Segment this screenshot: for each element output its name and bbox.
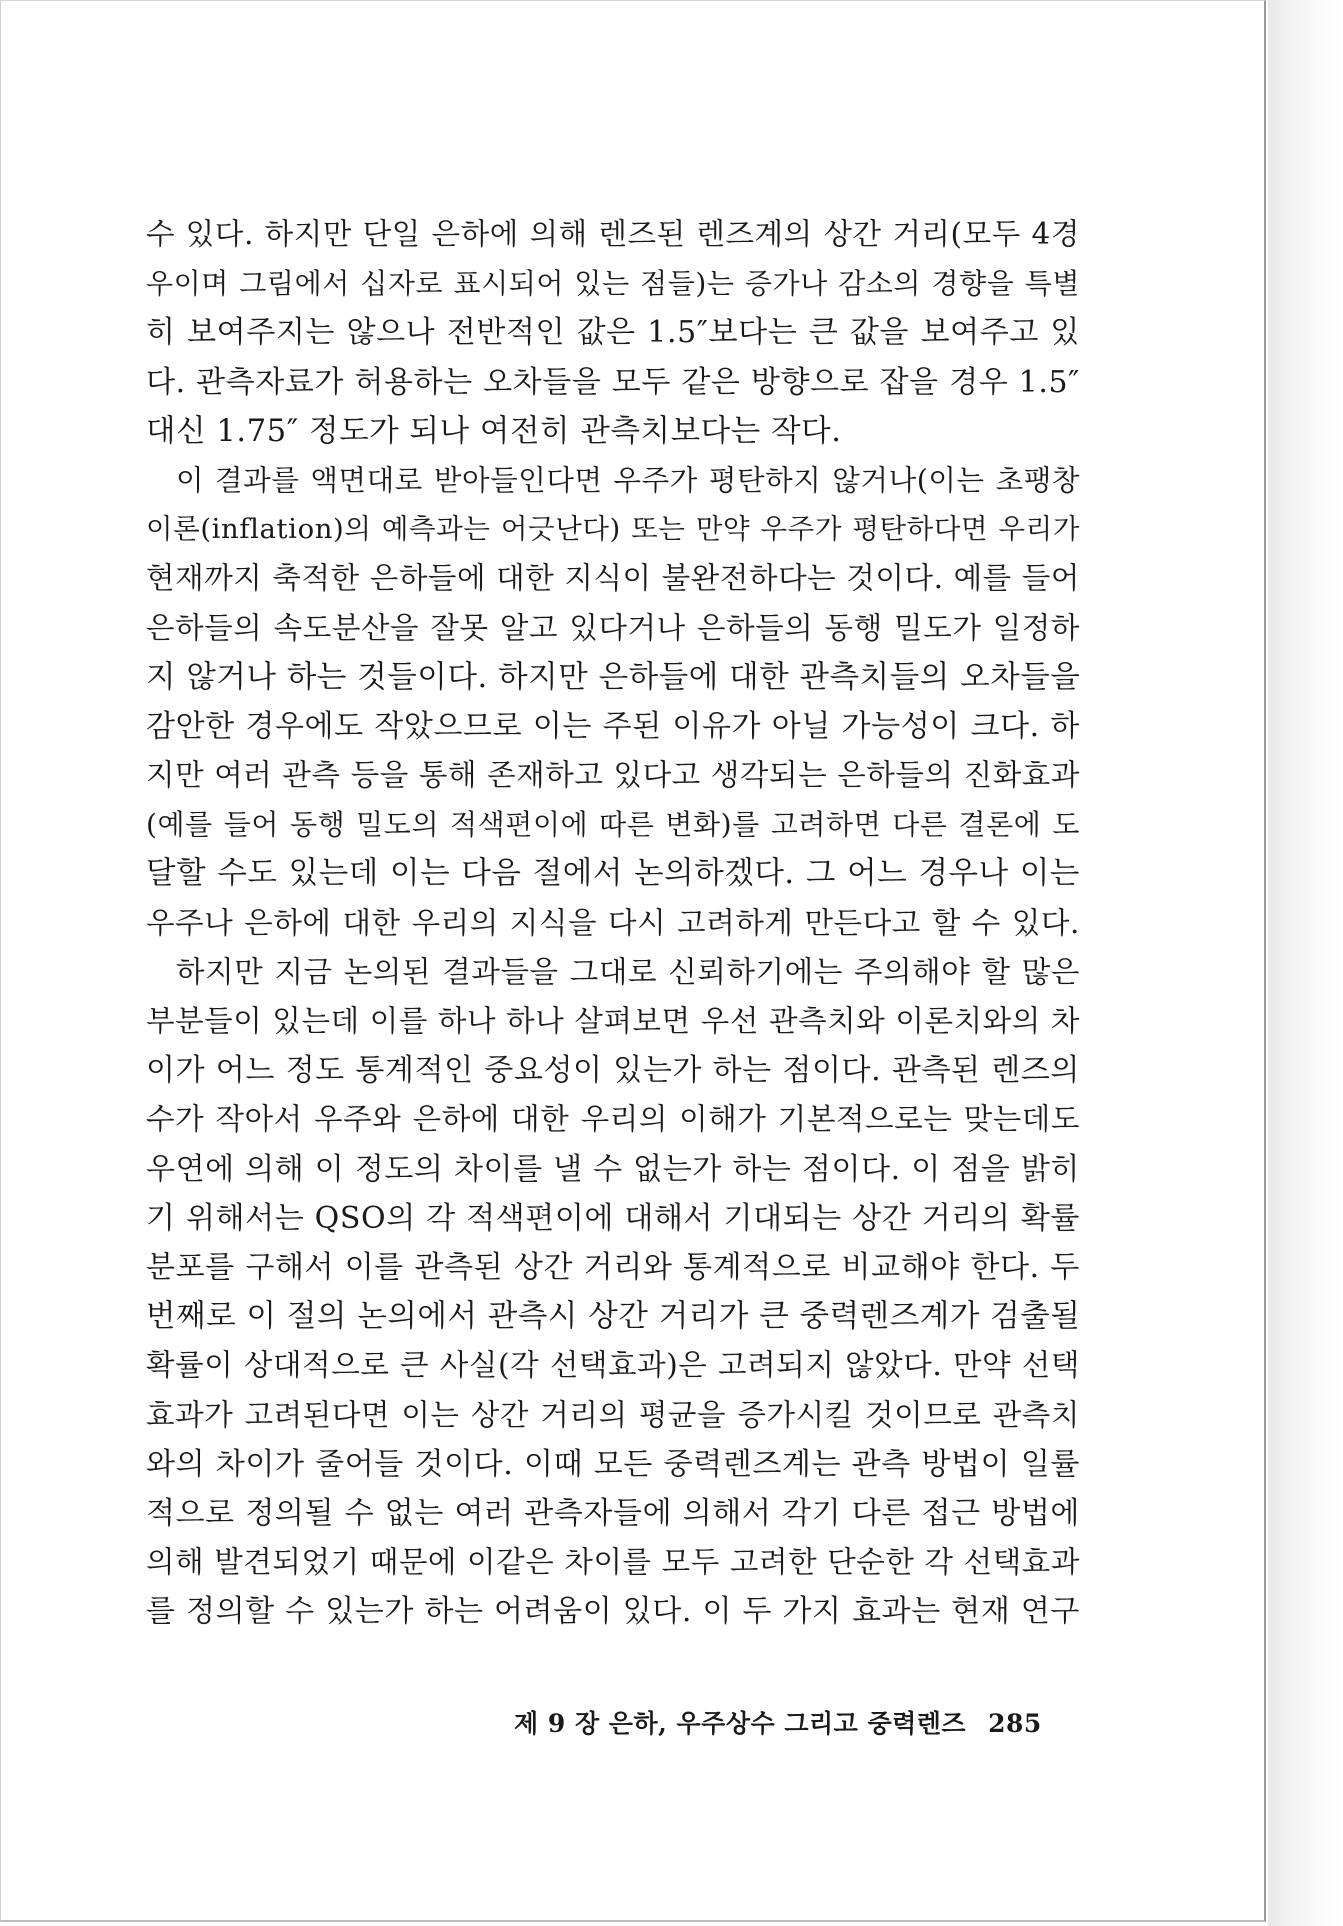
text-line: 수 있다. 하지만 단일 은하에 의해 렌즈된 렌즈계의 상간 거리(모두 4경 <box>146 217 1080 251</box>
text-line: 현재까지 축적한 은하들에 대한 지식이 불완전하다는 것이다. 예를 들어 <box>146 561 1080 596</box>
body-text <box>146 210 1080 1636</box>
text-line: 기 위해서는 QSO의 각 적색편이에 대해서 기대되는 상간 거리의 확률 <box>146 1200 1080 1236</box>
text-line: 분포를 구해서 이를 관측된 상간 거리와 통계적으로 비교해야 한다. 두 <box>146 1249 1080 1285</box>
text-line: 대신 1.75″ 정도가 되나 여전히 관측치보다는 작다. <box>146 413 842 449</box>
paragraph-start-line: 이 결과를 액면대로 받아들인다면 우주가 평탄하지 않거나(이는 초팽창 <box>176 463 1080 497</box>
paragraph-start-line: 하지만 지금 논의된 결과들을 그대로 신뢰하기에는 주의해야 할 많은 <box>176 954 1080 989</box>
text-line: 감안한 경우에도 작았으므로 이는 주된 이유가 아닐 가능성이 크다. 하 <box>146 708 1080 744</box>
text-line: 부분들이 있는데 이를 하나 하나 살펴보면 우선 관측치와 이론치와의 차 <box>146 1004 1080 1038</box>
text-line: 지만 여러 관측 등을 통해 존재하고 있다고 생각되는 은하들의 진화효과 <box>146 758 1080 793</box>
text-line: 와의 차이가 줄어들 것이다. 이때 모든 중력렌즈계는 관측 방법이 일률 <box>146 1446 1080 1482</box>
text-line: (예를 들어 동행 밀도의 적색편이에 따른 변화)를 고려하면 다른 결론에 도 <box>146 808 1080 842</box>
text-line: 다. 관측자료가 허용하는 오차들을 모두 같은 방향으로 잡을 경우 1.5″ <box>146 364 1080 400</box>
text-line: 이론(inflation)의 예측과는 어긋난다) 또는 만약 우주가 평탄하다면 우리가 <box>146 513 1080 546</box>
text-line: 확률이 상대적으로 큰 사실(각 선택효과)은 고려되지 않았다. 만약 선택 <box>146 1348 1080 1383</box>
page-number: 285 <box>988 1709 1042 1738</box>
text-line: 적으로 정의될 수 없는 여러 관측자들에 의해서 각기 다른 접근 방법에 <box>146 1495 1080 1531</box>
page-edge-shadow <box>1268 0 1343 1926</box>
text-line: 우이며 그림에서 십자로 표시되어 있는 점들)는 증가나 감소의 경향을 특별 <box>146 267 1080 301</box>
text-line: 수가 작아서 우주와 은하에 대한 우리의 이해가 기본적으로는 맞는데도 <box>146 1102 1080 1137</box>
text-line: 의해 발견되었기 때문에 이같은 차이를 모두 고려한 단순한 각 선택효과 <box>146 1545 1080 1580</box>
text-line: 우연에 의해 이 정도의 차이를 낼 수 없는가 하는 점이다. 이 점을 밝히 <box>146 1151 1080 1187</box>
text-line: 은하들의 속도분산을 잘못 알고 있다거나 은하들의 동행 밀도가 일정하 <box>146 610 1080 645</box>
text-line: 히 보여주지는 않으나 전반적인 값은 1.5″보다는 큰 값을 보여주고 있 <box>146 315 1080 351</box>
page-footer <box>514 1704 1044 1740</box>
text-line: 지 않거나 하는 것들이다. 하지만 은하들에 대한 관측치들의 오차들을 <box>146 659 1081 695</box>
text-line: 를 정의할 수 있는가 하는 어려움이 있다. 이 두 가지 효과는 현재 연구 <box>146 1594 1080 1630</box>
text-line: 우주나 은하에 대한 우리의 지식을 다시 고려하게 만든다고 할 수 있다. <box>146 905 1080 940</box>
text-line: 효과가 고려된다면 이는 상간 거리의 평균을 증가시킬 것이므로 관측치 <box>146 1397 1080 1432</box>
text-line: 번째로 이 절의 논의에서 관측시 상간 거리가 큰 중력렌즈계가 검출될 <box>146 1299 1081 1335</box>
running-head: 제 9 장 은하, 우주상수 그리고 중력렌즈 <box>514 1709 967 1738</box>
text-line: 이가 어느 정도 통계적인 중요성이 있는가 하는 점이다. 관측된 렌즈의 <box>146 1053 1080 1089</box>
text-line: 달할 수도 있는데 이는 다음 절에서 논의하겠다. 그 어느 경우나 이는 <box>146 856 1080 892</box>
